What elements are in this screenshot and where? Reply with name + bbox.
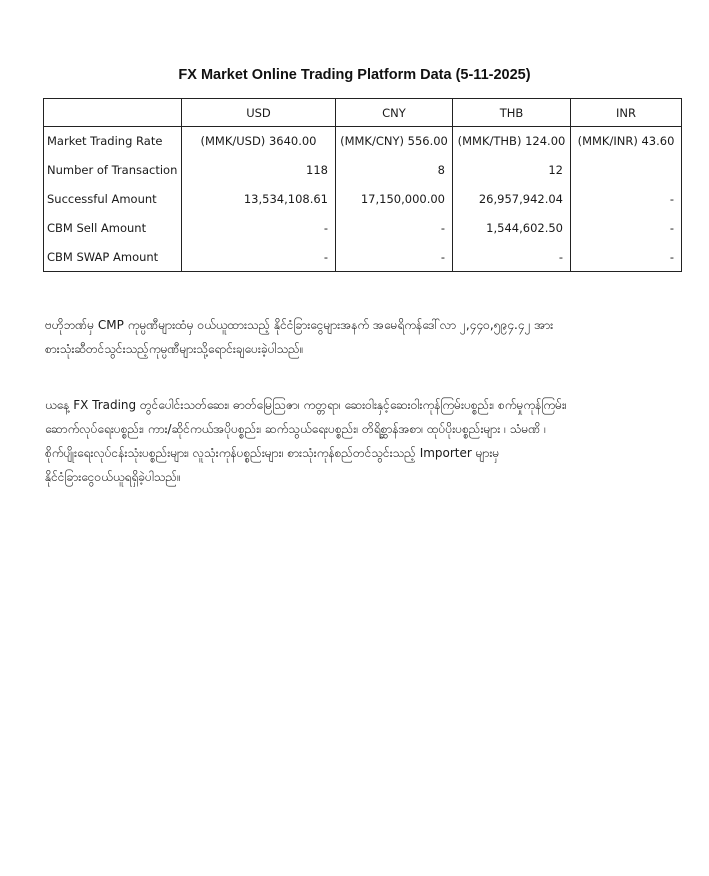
table-cell: (MMK/CNY) 556.00 <box>336 127 453 156</box>
header-cell-empty <box>44 99 182 127</box>
table-cell: (MMK/INR) 43.60 <box>571 127 682 156</box>
document-title: FX Market Online Trading Platform Data (5-11-2025) <box>178 67 531 83</box>
table-cell: 26,957,942.04 <box>453 185 571 214</box>
header-cell-inr: INR <box>571 99 682 127</box>
table-cell: - <box>336 213 453 242</box>
paragraph-line: ဗဟိုဘဏ်မှ CMP ကုမ္ပဏီများထံမှ ဝယ်ယူထားသည့် နိုင်ငံခြားငွေများအနက် အမေရိကန်ဒေါ်လာ ၂,၄၄၀,၅၉၄.၄၂ အား <box>45 318 554 332</box>
table-cell: 8 <box>336 156 453 185</box>
table-row <box>44 213 682 242</box>
table-cell <box>571 156 682 185</box>
table-cell: - <box>571 185 682 214</box>
table-cell: - <box>571 213 682 242</box>
header-cell-thb: THB <box>453 99 571 127</box>
table-row <box>44 242 682 271</box>
fx-data-table <box>43 98 682 272</box>
table-cell: (MMK/USD) 3640.00 <box>182 127 336 156</box>
row-label: CBM Sell Amount <box>44 213 182 242</box>
table-row <box>44 185 682 214</box>
row-label: Number of Transaction <box>44 156 182 185</box>
row-label: Market Trading Rate <box>44 127 182 156</box>
table-cell: (MMK/THB) 124.00 <box>453 127 571 156</box>
row-label: Successful Amount <box>44 185 182 214</box>
table-header-row <box>44 99 682 127</box>
table-cell: - <box>571 242 682 271</box>
table-cell: - <box>453 242 571 271</box>
table-cell: - <box>182 242 336 271</box>
table-cell: 17,150,000.00 <box>336 185 453 214</box>
table-row <box>44 127 682 156</box>
table-cell: - <box>182 213 336 242</box>
table-cell: 12 <box>453 156 571 185</box>
header-cell-usd: USD <box>182 99 336 127</box>
table-row <box>44 156 682 185</box>
paragraph-cbm-sale <box>45 313 670 361</box>
row-label: CBM SWAP Amount <box>44 242 182 271</box>
paragraph-line: စိုက်ပျိုးရေးလုပ်ငန်းသုံးပစ္စည်းများ၊ လူသုံးကုန်ပစ္စည်းများ၊ စားသုံးကုန်စည်တင်သွင်းသည့် Importer များမှ <box>45 446 500 460</box>
table-cell: - <box>336 242 453 271</box>
table-cell: 1,544,602.50 <box>453 213 571 242</box>
table-cell: 118 <box>182 156 336 185</box>
table-cell: 13,534,108.61 <box>182 185 336 214</box>
paragraph-line: နိုင်ငံခြားငွေဝယ်ယူရရှိခဲ့ပါသည်။ <box>45 470 181 484</box>
paragraph-line: ဆောက်လုပ်ရေးပစ္စည်း၊ ကား/ဆိုင်ကယ်အပိုပစ္စည်း၊ ဆက်သွယ်ရေးပစ္စည်း၊ တိရိစ္ဆာန်အစာ၊ ထုပ်ပိုးပစ္စည်းများ ၊ သံမဏိ ၊ <box>45 422 547 436</box>
paragraph-importers <box>45 393 670 489</box>
header-cell-cny: CNY <box>336 99 453 127</box>
paragraph-line: စားသုံးဆီတင်သွင်းသည့်ကုမ္ပဏီများသို့ရောင်းချပေးခဲ့ပါသည်။ <box>45 342 304 356</box>
paragraph-line: ယနေ့ FX Trading တွင်ပေါင်းသတ်ဆေး၊ ဓာတ်မြေဩဇာ၊ ကတ္တရာ၊ ဆေးဝါးနှင့်ဆေးဝါးကုန်ကြမ်းပစ္စည်း၊ စက်မှုကုန်ကြမ်း၊ <box>45 398 567 412</box>
